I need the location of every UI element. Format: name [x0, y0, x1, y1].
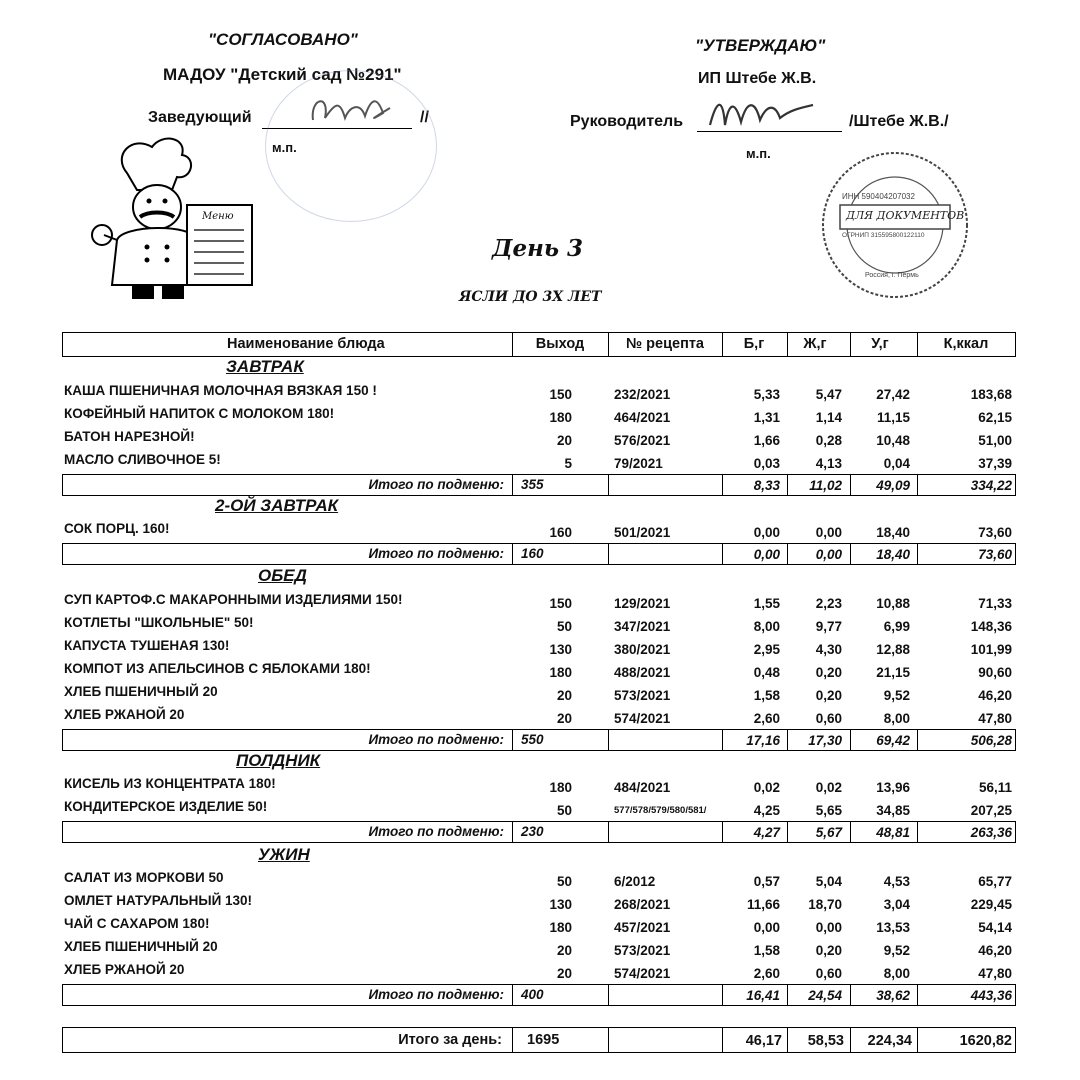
dish-name: КОФЕЙНЫЙ НАПИТОК С МОЛОКОМ 180!	[64, 406, 335, 421]
kcal-value: 54,14	[978, 920, 1012, 935]
dish-name: СОК ПОРЦ. 160!	[64, 521, 170, 536]
approval-left-title: "СОГЛАСОВАНО"	[208, 30, 358, 49]
day-total-protein: 46,17	[745, 1033, 782, 1049]
right-role: Руководитель	[570, 113, 684, 130]
kcal-value: 73,60	[978, 525, 1012, 540]
age-group: ЯСЛИ ДО 3Х ЛЕТ	[459, 289, 602, 305]
dish-yield: 150	[549, 596, 572, 611]
column-divider	[787, 474, 788, 496]
protein-value: 1,31	[753, 410, 780, 425]
subtotal-yield: 400	[521, 987, 544, 1002]
section-title: 2-ОЙ ЗАВТРАК	[215, 496, 339, 515]
column-divider	[722, 984, 723, 1006]
column-divider	[787, 984, 788, 1006]
column-divider	[608, 729, 609, 751]
carb-value: 10,48	[876, 433, 910, 448]
column-divider	[722, 543, 723, 565]
dish-yield: 50	[556, 874, 572, 889]
fat-value: 0,00	[815, 920, 842, 935]
dish-recipe: 573/2021	[614, 688, 671, 703]
dish-recipe: 488/2021	[614, 665, 671, 680]
column-divider	[512, 543, 513, 565]
subtotal-value: 16,41	[746, 988, 780, 1003]
carb-value: 34,85	[876, 803, 910, 818]
subtotal-value: 18,40	[876, 547, 910, 562]
dish-name: КАША ПШЕНИЧНАЯ МОЛОЧНАЯ ВЯЗКАЯ 150 !	[64, 383, 377, 398]
carb-value: 3,04	[883, 897, 910, 912]
day-total-yield: 1695	[527, 1032, 560, 1048]
column-divider	[608, 543, 609, 565]
protein-value: 0,57	[753, 874, 780, 889]
column-divider	[787, 729, 788, 751]
dish-recipe: 501/2021	[614, 525, 671, 540]
carb-value: 13,96	[876, 780, 910, 795]
carb-value: 10,88	[876, 596, 910, 611]
column-header: У,г	[871, 336, 889, 352]
carb-value: 6,99	[883, 619, 910, 634]
dish-yield: 180	[549, 410, 572, 425]
subtotal-value: 73,60	[978, 547, 1012, 562]
dish-yield: 50	[556, 803, 572, 818]
subtotal-value: 263,36	[970, 825, 1012, 840]
dish-recipe: 232/2021	[614, 387, 671, 402]
protein-value: 0,02	[753, 780, 780, 795]
fat-value: 0,20	[815, 943, 842, 958]
fat-value: 1,14	[815, 410, 842, 425]
column-divider	[722, 1027, 723, 1053]
section-title: ОБЕД	[258, 566, 307, 585]
subtotal-value: 48,81	[876, 825, 910, 840]
subtotal-value: 49,09	[876, 478, 910, 493]
chef-menu-title: Меню	[202, 211, 234, 222]
stamp-inn: ИНН 590404207032	[842, 192, 915, 201]
dish-name: СУП КАРТОФ.С МАКАРОННЫМИ ИЗДЕЛИЯМИ 150!	[64, 592, 403, 607]
left-role: Заведующий	[148, 109, 252, 126]
dish-name: БАТОН НАРЕЗНОЙ!	[64, 429, 195, 444]
column-divider	[608, 1027, 609, 1053]
protein-value: 5,33	[753, 387, 780, 402]
kcal-value: 148,36	[970, 619, 1012, 634]
fat-value: 9,77	[815, 619, 842, 634]
column-divider	[850, 474, 851, 496]
carb-value: 9,52	[883, 688, 910, 703]
subtotal-label: Итого по подменю:	[368, 477, 504, 492]
subtotal-value: 0,00	[753, 547, 780, 562]
column-divider	[512, 821, 513, 843]
subtotal-value: 5,67	[815, 825, 842, 840]
stamp-ogrnip: ОГРНИП 315595800122110	[842, 232, 925, 239]
column-divider	[917, 821, 918, 843]
kcal-value: 47,80	[978, 966, 1012, 981]
carb-value: 21,15	[876, 665, 910, 680]
dish-recipe: 576/2021	[614, 433, 671, 448]
kcal-value: 183,68	[970, 387, 1012, 402]
column-divider	[850, 543, 851, 565]
fat-value: 0,02	[815, 780, 842, 795]
protein-value: 0,00	[753, 920, 780, 935]
fat-value: 0,00	[815, 525, 842, 540]
fat-value: 18,70	[808, 897, 842, 912]
protein-value: 8,00	[753, 619, 780, 634]
column-header: К,ккал	[943, 336, 989, 352]
column-divider	[608, 821, 609, 843]
kcal-value: 229,45	[970, 897, 1012, 912]
dish-name: КОМПОТ ИЗ АПЕЛЬСИНОВ С ЯБЛОКАМИ 180!	[64, 661, 371, 676]
column-divider	[722, 729, 723, 751]
dish-name: ХЛЕБ РЖАНОЙ 20	[64, 707, 185, 722]
subtotal-label: Итого по подменю:	[368, 987, 504, 1002]
dish-name: КАПУСТА ТУШЕНАЯ 130!	[64, 638, 230, 653]
dish-recipe: 577/578/579/580/581/	[614, 805, 707, 816]
fat-value: 5,04	[815, 874, 842, 889]
dish-yield: 180	[549, 920, 572, 935]
section-title: ПОЛДНИК	[236, 751, 321, 770]
kcal-value: 90,60	[978, 665, 1012, 680]
column-header: Наименование блюда	[227, 336, 385, 352]
right-organization: ИП Штебе Ж.В.	[698, 70, 817, 87]
dish-name: ХЛЕБ ПШЕНИЧНЫЙ 20	[64, 939, 218, 954]
kcal-value: 46,20	[978, 688, 1012, 703]
stamp-city: Россия, г. Пермь	[865, 272, 919, 279]
dish-recipe: 6/2012	[614, 874, 656, 889]
fat-value: 0,28	[815, 433, 842, 448]
fat-value: 0,20	[815, 665, 842, 680]
protein-value: 0,03	[753, 456, 780, 471]
carb-value: 4,53	[883, 874, 910, 889]
approval-right-title: "УТВЕРЖДАЮ"	[695, 36, 826, 55]
column-divider	[917, 729, 918, 751]
subtotal-value: 0,00	[815, 547, 842, 562]
dish-recipe: 464/2021	[614, 410, 671, 425]
dish-yield: 20	[556, 943, 572, 958]
left-seal-mark: м.п.	[272, 140, 297, 155]
section-title: ЗАВТРАК	[226, 357, 304, 376]
protein-value: 0,48	[753, 665, 780, 680]
column-divider	[608, 984, 609, 1006]
column-header: Выход	[535, 336, 585, 352]
fat-value: 0,20	[815, 688, 842, 703]
dish-yield: 50	[556, 619, 572, 634]
subtotal-yield: 355	[521, 477, 544, 492]
fat-value: 4,13	[815, 456, 842, 471]
carb-value: 9,52	[883, 943, 910, 958]
column-divider	[722, 474, 723, 496]
subtotal-yield: 230	[521, 824, 544, 839]
dish-yield: 160	[549, 525, 572, 540]
column-divider	[512, 1027, 513, 1053]
subtotal-value: 8,33	[753, 478, 780, 493]
column-header: Ж,г	[803, 336, 827, 352]
column-divider	[850, 984, 851, 1006]
subtotal-value: 506,28	[970, 733, 1012, 748]
subtotal-value: 11,02	[809, 478, 842, 493]
left-end-mark: //	[420, 109, 429, 126]
dish-name: ЧАЙ С САХАРОМ 180!	[64, 916, 210, 931]
dish-name: ОМЛЕТ НАТУРАЛЬНЫЙ 130!	[64, 893, 253, 908]
kcal-value: 56,11	[978, 780, 1012, 795]
carb-value: 8,00	[883, 966, 910, 981]
dish-yield: 130	[549, 897, 572, 912]
dish-name: САЛАТ ИЗ МОРКОВИ 50	[64, 870, 224, 885]
subtotal-value: 4,27	[753, 825, 780, 840]
dish-recipe: 268/2021	[614, 897, 671, 912]
right-seal-mark: м.п.	[746, 146, 771, 161]
subtotal-label: Итого по подменю:	[368, 824, 504, 839]
day-total-fat: 58,53	[807, 1033, 844, 1049]
column-divider	[787, 821, 788, 843]
dish-yield: 20	[556, 966, 572, 981]
day-total-carb: 224,34	[867, 1033, 912, 1049]
dish-name: ХЛЕБ ПШЕНИЧНЫЙ 20	[64, 684, 218, 699]
dish-yield: 20	[556, 688, 572, 703]
carb-value: 8,00	[883, 711, 910, 726]
dish-yield: 150	[549, 387, 572, 402]
dish-recipe: 380/2021	[614, 642, 671, 657]
column-divider	[512, 474, 513, 496]
subtotal-value: 17,30	[808, 733, 842, 748]
protein-value: 2,60	[753, 966, 780, 981]
column-divider	[917, 984, 918, 1006]
column-divider	[850, 729, 851, 751]
protein-value: 1,58	[753, 943, 780, 958]
protein-value: 1,55	[753, 596, 780, 611]
right-name: /Штебе Ж.В./	[849, 113, 949, 130]
day-total-kcal: 1620,82	[959, 1033, 1012, 1049]
dish-name: МАСЛО СЛИВОЧНОЕ 5!	[64, 452, 221, 467]
dish-recipe: 347/2021	[614, 619, 671, 634]
column-divider	[608, 474, 609, 496]
column-header: Б,г	[743, 336, 765, 352]
subtotal-yield: 160	[521, 546, 544, 561]
day-total-label: Итого за день:	[398, 1032, 502, 1048]
subtotal-value: 38,62	[876, 988, 910, 1003]
subtotal-value: 443,36	[970, 988, 1012, 1003]
kcal-value: 71,33	[978, 596, 1012, 611]
kcal-value: 101,99	[970, 642, 1012, 657]
subtotal-label: Итого по подменю:	[368, 732, 504, 747]
dish-recipe: 457/2021	[614, 920, 671, 935]
dish-recipe: 574/2021	[614, 966, 671, 981]
section-title: УЖИН	[258, 845, 310, 864]
subtotal-value: 17,16	[746, 733, 780, 748]
column-divider	[917, 543, 918, 565]
fat-value: 2,23	[815, 596, 842, 611]
stamp-text: ДЛЯ ДОКУМЕНТОВ	[846, 209, 965, 222]
kcal-value: 47,80	[978, 711, 1012, 726]
carb-value: 11,15	[876, 410, 910, 425]
dish-recipe: 129/2021	[614, 596, 671, 611]
protein-value: 11,66	[746, 897, 780, 912]
carb-value: 12,88	[876, 642, 910, 657]
fat-value: 5,65	[815, 803, 842, 818]
fat-value: 5,47	[815, 387, 842, 402]
column-divider	[787, 543, 788, 565]
protein-value: 1,66	[753, 433, 780, 448]
kcal-value: 62,15	[978, 410, 1012, 425]
fat-value: 4,30	[815, 642, 842, 657]
dish-yield: 180	[549, 780, 572, 795]
fat-value: 0,60	[815, 966, 842, 981]
dish-name: ХЛЕБ РЖАНОЙ 20	[64, 962, 185, 977]
dish-yield: 130	[549, 642, 572, 657]
left-organization: МАДОУ "Детский сад №291"	[163, 65, 402, 84]
dish-yield: 5	[564, 456, 572, 471]
dish-recipe: 573/2021	[614, 943, 671, 958]
dish-name: КИСЕЛЬ ИЗ КОНЦЕНТРАТА 180!	[64, 776, 276, 791]
carb-value: 13,53	[876, 920, 910, 935]
protein-value: 2,95	[753, 642, 780, 657]
fat-value: 0,60	[815, 711, 842, 726]
protein-value: 4,25	[753, 803, 780, 818]
day-title: День 3	[492, 235, 584, 262]
kcal-value: 207,25	[970, 803, 1012, 818]
dish-name: КОНДИТЕРСКОЕ ИЗДЕЛИЕ 50!	[64, 799, 268, 814]
column-divider	[917, 1027, 918, 1053]
protein-value: 0,00	[753, 525, 780, 540]
column-divider	[917, 474, 918, 496]
subtotal-value: 334,22	[970, 478, 1012, 493]
dish-recipe: 484/2021	[614, 780, 671, 795]
subtotal-yield: 550	[521, 732, 544, 747]
dish-recipe: 79/2021	[614, 456, 663, 471]
subtotal-value: 24,54	[808, 988, 842, 1003]
protein-value: 1,58	[753, 688, 780, 703]
carb-value: 18,40	[876, 525, 910, 540]
column-divider	[787, 1027, 788, 1053]
kcal-value: 46,20	[978, 943, 1012, 958]
dish-yield: 180	[549, 665, 572, 680]
carb-value: 27,42	[876, 387, 910, 402]
column-divider	[850, 821, 851, 843]
carb-value: 0,04	[883, 456, 910, 471]
column-divider	[850, 1027, 851, 1053]
column-divider	[512, 984, 513, 1006]
column-divider	[722, 821, 723, 843]
protein-value: 2,60	[753, 711, 780, 726]
dish-yield: 20	[556, 711, 572, 726]
dish-recipe: 574/2021	[614, 711, 671, 726]
kcal-value: 37,39	[978, 456, 1012, 471]
dish-name: КОТЛЕТЫ "ШКОЛЬНЫЕ" 50!	[64, 615, 254, 630]
subtotal-label: Итого по подменю:	[368, 546, 504, 561]
kcal-value: 51,00	[978, 433, 1012, 448]
dish-yield: 20	[556, 433, 572, 448]
column-header: № рецепта	[625, 336, 704, 352]
column-divider	[512, 729, 513, 751]
subtotal-value: 69,42	[876, 733, 910, 748]
kcal-value: 65,77	[978, 874, 1012, 889]
